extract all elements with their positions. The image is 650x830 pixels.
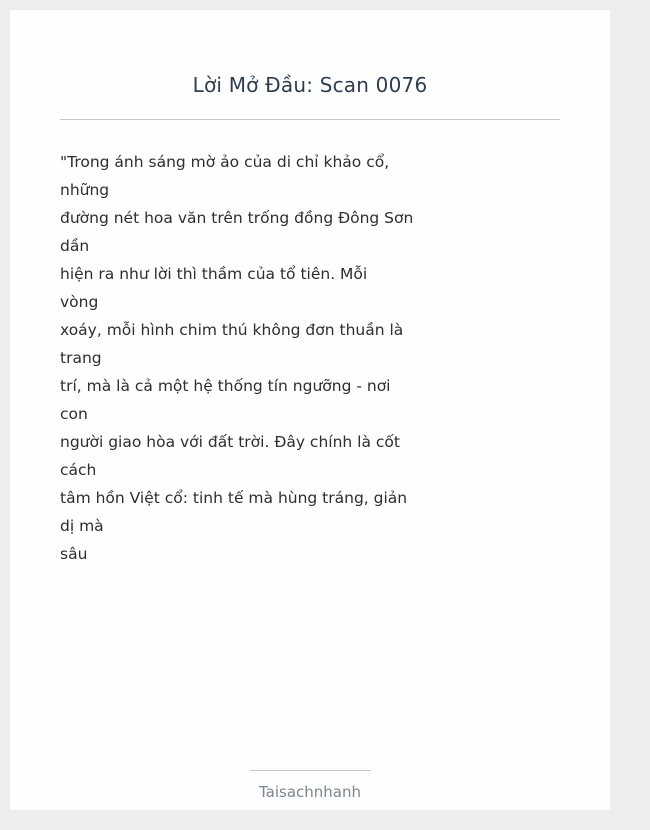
body-line: cách [60, 461, 97, 479]
body-line: tâm hồn Việt cổ: tinh tế mà hùng tráng, giản [60, 489, 408, 507]
body-line: xoáy, mỗi hình chim thú không đơn thuần là [60, 321, 404, 339]
footer-divider [250, 770, 371, 771]
body-line: đường nét hoa văn trên trống đồng Đông Sơn [60, 209, 414, 227]
body-line: trí, mà là cả một hệ thống tín ngưỡng - nơi [60, 377, 391, 395]
body-line: con [60, 405, 88, 423]
body-line: những [60, 181, 110, 199]
body-line: người giao hòa với đất trời. Đây chính là cốt [60, 433, 400, 451]
document-page [10, 10, 610, 810]
body-line: "Trong ánh sáng mờ ảo của di chỉ khảo cổ, [60, 153, 390, 171]
page-title: Lời Mở Đầu: Scan 0076 [192, 73, 428, 97]
body-line: dị mà [60, 517, 104, 535]
body-line: dần [60, 237, 90, 255]
title-divider [60, 119, 560, 120]
body-paragraph [60, 148, 414, 568]
body-line: trang [60, 349, 102, 367]
body-line: hiện ra như lời thì thầm của tổ tiên. Mỗi [60, 265, 368, 283]
body-line: vòng [60, 293, 99, 311]
footer-source: Taisachnhanh [258, 783, 362, 801]
body-line: sâu [60, 545, 88, 563]
